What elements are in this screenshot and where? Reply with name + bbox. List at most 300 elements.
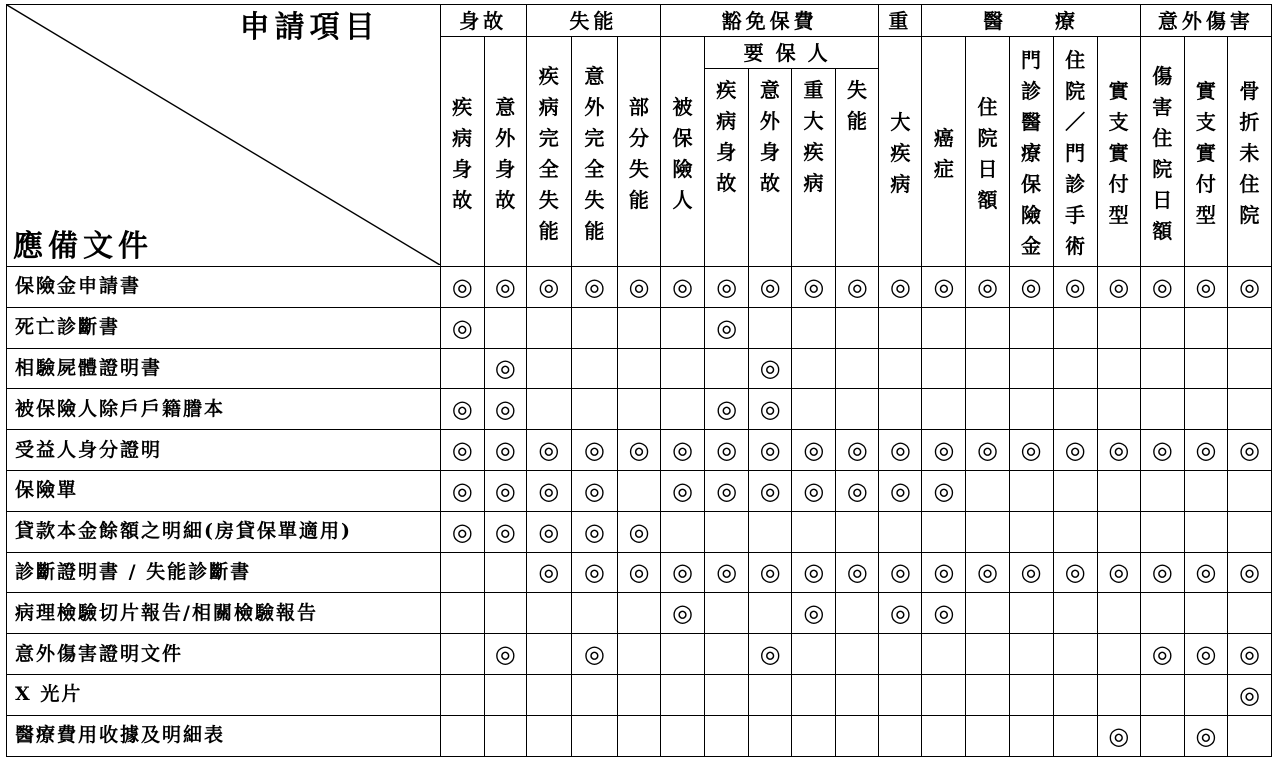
table-row	[7, 348, 1272, 389]
requirement-cell	[1184, 430, 1227, 471]
requirement-cell	[879, 430, 922, 471]
document-name-cell: 醫療費用收據及明細表	[7, 715, 441, 756]
col-header	[1227, 37, 1271, 267]
requirement-cell	[1009, 430, 1053, 471]
requirement-cell	[792, 634, 836, 675]
requirement-cell	[705, 511, 749, 552]
required-mark-icon: ◎	[1108, 436, 1130, 465]
col-header	[484, 37, 526, 267]
requirement-cell	[617, 389, 660, 430]
required-mark-icon: ◎	[494, 476, 516, 505]
group-accident: 意外傷害	[1140, 5, 1271, 37]
required-mark-icon: ◎	[1195, 640, 1217, 669]
required-mark-icon: ◎	[759, 354, 781, 383]
requirement-cell	[966, 634, 1009, 675]
requirement-cell	[617, 552, 660, 593]
requirement-cell	[571, 348, 617, 389]
required-mark-icon: ◎	[538, 436, 560, 465]
requirement-cell	[749, 430, 792, 471]
requirement-cell	[660, 674, 704, 715]
requirement-cell	[571, 634, 617, 675]
requirement-cell	[526, 674, 571, 715]
requirement-cell	[1097, 307, 1140, 348]
requirement-cell	[484, 348, 526, 389]
required-mark-icon: ◎	[451, 272, 473, 301]
requirement-cell	[526, 511, 571, 552]
requirement-cell	[792, 511, 836, 552]
requirement-cell	[1184, 715, 1227, 756]
requirement-cell	[660, 715, 704, 756]
required-mark-icon: ◎	[976, 436, 998, 465]
requirement-cell	[526, 634, 571, 675]
required-mark-icon: ◎	[494, 272, 516, 301]
requirement-cell	[484, 593, 526, 634]
requirement-cell	[660, 430, 704, 471]
requirement-cell	[792, 715, 836, 756]
requirement-cell	[705, 552, 749, 593]
requirement-cell	[484, 267, 526, 308]
requirement-cell	[1053, 634, 1097, 675]
requirement-cell	[617, 674, 660, 715]
requirement-cell	[660, 593, 704, 634]
required-mark-icon: ◎	[1195, 558, 1217, 587]
requirement-cell	[484, 552, 526, 593]
requirement-cell	[1053, 511, 1097, 552]
requirement-cell	[922, 307, 966, 348]
requirement-cell	[749, 715, 792, 756]
requirement-cell	[484, 715, 526, 756]
group-header-row	[7, 5, 1272, 37]
requirement-cell	[526, 470, 571, 511]
required-mark-icon: ◎	[1020, 436, 1042, 465]
requirement-cell	[571, 307, 617, 348]
requirement-cell	[484, 389, 526, 430]
requirement-cell	[440, 715, 484, 756]
requirement-cell	[1053, 389, 1097, 430]
requirement-cell	[749, 470, 792, 511]
required-mark-icon: ◎	[1238, 272, 1260, 301]
requirement-cell	[836, 593, 879, 634]
requirement-cell	[440, 634, 484, 675]
required-mark-icon: ◎	[1108, 558, 1130, 587]
requirement-cell	[1227, 267, 1271, 308]
requirement-cell	[1009, 715, 1053, 756]
requirement-cell	[1140, 511, 1184, 552]
required-documents-table	[6, 4, 1272, 757]
requirement-cell	[1053, 674, 1097, 715]
required-mark-icon: ◎	[1238, 436, 1260, 465]
requirement-cell	[705, 634, 749, 675]
requirement-cell	[836, 552, 879, 593]
required-mark-icon: ◎	[494, 517, 516, 546]
requirement-cell	[1184, 307, 1227, 348]
requirement-cell	[879, 348, 922, 389]
table-row	[7, 552, 1272, 593]
requirement-cell	[705, 470, 749, 511]
requirement-cell	[836, 267, 879, 308]
required-mark-icon: ◎	[1064, 436, 1086, 465]
table-row	[7, 674, 1272, 715]
col-header	[966, 37, 1009, 267]
table-row	[7, 307, 1272, 348]
required-mark-icon: ◎	[538, 476, 560, 505]
requirement-cell	[836, 511, 879, 552]
requirement-cell	[440, 267, 484, 308]
table-row	[7, 430, 1272, 471]
requirement-cell	[1053, 470, 1097, 511]
requirement-cell	[1009, 552, 1053, 593]
required-mark-icon: ◎	[716, 558, 738, 587]
requirement-cell	[440, 674, 484, 715]
required-mark-icon: ◎	[759, 272, 781, 301]
requirement-cell	[1053, 593, 1097, 634]
requirement-cell	[617, 511, 660, 552]
requirement-cell	[571, 511, 617, 552]
required-mark-icon: ◎	[494, 395, 516, 424]
requirement-cell	[526, 715, 571, 756]
requirement-cell	[1184, 348, 1227, 389]
requirement-cell	[705, 674, 749, 715]
col-label: 癌症	[933, 125, 954, 181]
requirement-cell	[1140, 348, 1184, 389]
requirement-cell	[922, 430, 966, 471]
required-mark-icon: ◎	[1151, 272, 1173, 301]
requirement-cell	[571, 715, 617, 756]
requirement-cell	[922, 715, 966, 756]
requirement-cell	[571, 552, 617, 593]
requirement-cell	[1184, 674, 1227, 715]
requirement-cell	[1140, 389, 1184, 430]
requirement-cell	[526, 430, 571, 471]
requirement-cell	[966, 389, 1009, 430]
requirement-cell	[1227, 470, 1271, 511]
col-header	[617, 37, 660, 267]
requirement-cell	[922, 470, 966, 511]
requirement-cell	[617, 634, 660, 675]
required-mark-icon: ◎	[672, 558, 693, 587]
col-label: 實支實付型	[1195, 79, 1216, 227]
requirement-cell	[617, 715, 660, 756]
required-mark-icon: ◎	[759, 640, 781, 669]
requirement-cell	[617, 348, 660, 389]
requirement-cell	[966, 674, 1009, 715]
document-name-cell: 意外傷害證明文件	[7, 634, 441, 675]
requirement-cell	[660, 267, 704, 308]
requirement-cell	[1053, 348, 1097, 389]
requirement-cell	[571, 470, 617, 511]
required-mark-icon: ◎	[1064, 558, 1086, 587]
requirement-cell	[792, 430, 836, 471]
document-name-cell: 相驗屍體證明書	[7, 348, 441, 389]
col-label: 意外完全失能	[584, 63, 605, 243]
requirement-cell	[1140, 593, 1184, 634]
requirement-cell	[792, 552, 836, 593]
table-row	[7, 470, 1272, 511]
requirement-cell	[922, 267, 966, 308]
requirement-cell	[1009, 267, 1053, 308]
required-mark-icon: ◎	[933, 272, 955, 301]
requirement-cell	[571, 674, 617, 715]
required-mark-icon: ◎	[1238, 680, 1260, 709]
requirement-cell	[1227, 593, 1271, 634]
table-row	[7, 389, 1272, 430]
requirement-cell	[1097, 674, 1140, 715]
required-mark-icon: ◎	[803, 476, 825, 505]
requirement-cell	[966, 593, 1009, 634]
requirement-cell	[1140, 267, 1184, 308]
col-label: 住院／門診手術	[1065, 48, 1086, 258]
requirement-cell	[1184, 634, 1227, 675]
requirement-cell	[879, 267, 922, 308]
col-label: 失能	[847, 78, 868, 133]
requirement-cell	[1097, 470, 1140, 511]
requirement-cell	[484, 430, 526, 471]
requirement-cell	[1227, 307, 1271, 348]
group-disability: 失能	[526, 5, 660, 37]
requirement-cell	[484, 674, 526, 715]
table-row	[7, 267, 1272, 308]
col-label: 部分失能	[628, 94, 649, 212]
requirement-cell	[1009, 511, 1053, 552]
required-mark-icon: ◎	[889, 599, 911, 628]
requirement-cell	[1097, 511, 1140, 552]
requirement-cell	[836, 634, 879, 675]
required-mark-icon: ◎	[759, 558, 781, 587]
requirement-cell	[1227, 511, 1271, 552]
required-mark-icon: ◎	[672, 599, 693, 628]
col-label: 門診醫療保險金	[1021, 48, 1042, 258]
col-label: 實支實付型	[1108, 79, 1129, 227]
requirement-cell	[1140, 634, 1184, 675]
required-mark-icon: ◎	[889, 272, 911, 301]
required-mark-icon: ◎	[583, 640, 605, 669]
col-label: 疾病身故	[716, 78, 737, 195]
required-mark-icon: ◎	[846, 558, 868, 587]
requirement-cell	[1227, 552, 1271, 593]
required-mark-icon: ◎	[451, 313, 473, 342]
requirement-cell	[1097, 715, 1140, 756]
requirement-cell	[1009, 674, 1053, 715]
requirement-cell	[1097, 430, 1140, 471]
document-name-cell: 受益人身分證明	[7, 430, 441, 471]
requirement-cell	[1140, 552, 1184, 593]
requirement-cell	[484, 470, 526, 511]
col-header	[879, 37, 922, 267]
col-header	[1184, 37, 1227, 267]
requirement-cell	[705, 389, 749, 430]
required-mark-icon: ◎	[846, 476, 868, 505]
requirement-cell	[1227, 348, 1271, 389]
requirement-cell	[749, 593, 792, 634]
col-label: 傷害住院日額	[1152, 63, 1173, 243]
col-header	[571, 37, 617, 267]
waiver-policyholder-header	[705, 37, 879, 267]
requirement-cell	[1184, 511, 1227, 552]
required-mark-icon: ◎	[716, 272, 738, 301]
requirement-cell	[440, 348, 484, 389]
requirement-cell	[966, 470, 1009, 511]
requirement-cell	[1140, 430, 1184, 471]
requirement-cell	[879, 674, 922, 715]
required-mark-icon: ◎	[628, 517, 650, 546]
requirement-cell	[571, 593, 617, 634]
required-mark-icon: ◎	[451, 395, 473, 424]
requirement-cell	[1184, 389, 1227, 430]
required-mark-icon: ◎	[933, 436, 955, 465]
required-mark-icon: ◎	[933, 476, 955, 505]
requirement-cell	[792, 307, 836, 348]
requirement-cell	[879, 634, 922, 675]
requirement-cell	[1140, 470, 1184, 511]
requirement-cell	[1009, 307, 1053, 348]
requirement-cell	[1097, 389, 1140, 430]
col-header	[922, 37, 966, 267]
requirement-cell	[1184, 267, 1227, 308]
requirement-cell	[922, 593, 966, 634]
requirement-cell	[836, 307, 879, 348]
requirement-cell	[705, 348, 749, 389]
required-mark-icon: ◎	[451, 436, 473, 465]
requirement-cell	[440, 552, 484, 593]
required-mark-icon: ◎	[889, 476, 911, 505]
requirement-cell	[440, 593, 484, 634]
requirement-cell	[1227, 634, 1271, 675]
requirement-cell	[792, 348, 836, 389]
required-mark-icon: ◎	[494, 436, 516, 465]
required-mark-icon: ◎	[672, 436, 693, 465]
required-mark-icon: ◎	[846, 272, 868, 301]
requirement-cell	[705, 593, 749, 634]
requirement-cell	[440, 430, 484, 471]
requirement-cell	[1053, 430, 1097, 471]
requirement-cell	[1227, 674, 1271, 715]
requirement-cell	[879, 389, 922, 430]
requirement-cell	[526, 267, 571, 308]
requirement-cell	[526, 593, 571, 634]
required-mark-icon: ◎	[672, 476, 693, 505]
required-mark-icon: ◎	[933, 599, 955, 628]
requirement-cell	[836, 389, 879, 430]
requirement-cell	[1053, 552, 1097, 593]
requirement-cell	[660, 511, 704, 552]
requirement-cell	[660, 552, 704, 593]
requirement-cell	[922, 634, 966, 675]
requirement-cell	[660, 389, 704, 430]
requirement-cell	[1097, 348, 1140, 389]
table-body	[7, 267, 1272, 757]
requirement-cell	[749, 634, 792, 675]
document-name-cell: 保險金申請書	[7, 267, 441, 308]
group-premium-waiver: 豁免保費	[660, 5, 878, 37]
required-mark-icon: ◎	[846, 436, 868, 465]
corner-title-apply-items: 申請項目	[239, 10, 380, 45]
requirement-cell	[1097, 552, 1140, 593]
waiver-sub-title: 要保人	[705, 37, 878, 69]
requirement-cell	[617, 593, 660, 634]
requirement-cell	[1009, 348, 1053, 389]
required-mark-icon: ◎	[803, 436, 825, 465]
requirement-cell	[749, 552, 792, 593]
requirement-cell	[922, 674, 966, 715]
col-label: 被保險人	[672, 94, 693, 212]
col-label: 意外身故	[495, 94, 516, 212]
requirement-cell	[1009, 593, 1053, 634]
requirement-cell	[1009, 470, 1053, 511]
document-name-cell: X 光片	[7, 674, 441, 715]
required-mark-icon: ◎	[889, 436, 911, 465]
document-name-cell: 死亡診斷書	[7, 307, 441, 348]
required-mark-icon: ◎	[494, 354, 516, 383]
requirement-cell	[526, 552, 571, 593]
requirement-cell	[617, 470, 660, 511]
requirement-cell	[1227, 389, 1271, 430]
required-mark-icon: ◎	[1064, 272, 1086, 301]
requirement-cell	[571, 389, 617, 430]
required-mark-icon: ◎	[759, 395, 781, 424]
requirement-cell	[966, 307, 1009, 348]
requirement-cell	[1227, 430, 1271, 471]
requirement-cell	[617, 267, 660, 308]
required-mark-icon: ◎	[583, 476, 605, 505]
requirement-cell	[792, 389, 836, 430]
required-mark-icon: ◎	[803, 272, 825, 301]
requirement-cell	[1009, 634, 1053, 675]
required-mark-icon: ◎	[889, 558, 911, 587]
required-mark-icon: ◎	[538, 272, 560, 301]
document-name-cell: 被保險人除戶戶籍謄本	[7, 389, 441, 430]
requirement-cell	[922, 552, 966, 593]
requirement-cell	[1184, 470, 1227, 511]
col-label: 住院日額	[977, 94, 998, 212]
requirement-cell	[749, 348, 792, 389]
required-mark-icon: ◎	[976, 558, 998, 587]
col-label: 重大疾病	[803, 78, 824, 195]
required-mark-icon: ◎	[759, 476, 781, 505]
required-mark-icon: ◎	[538, 558, 560, 587]
table-row	[7, 511, 1272, 552]
table-corner-cell	[7, 5, 441, 267]
document-name-cell: 保險單	[7, 470, 441, 511]
required-mark-icon: ◎	[716, 436, 738, 465]
group-death: 身故	[440, 5, 526, 37]
required-mark-icon: ◎	[716, 395, 738, 424]
required-mark-icon: ◎	[1108, 272, 1130, 301]
requirement-cell	[836, 348, 879, 389]
requirement-cell	[1009, 389, 1053, 430]
requirement-cell	[705, 267, 749, 308]
requirement-cell	[879, 511, 922, 552]
requirement-cell	[792, 267, 836, 308]
requirement-cell	[749, 389, 792, 430]
group-medical: 醫 療	[922, 5, 1140, 37]
corner-title-required-docs: 應備文件	[13, 229, 153, 264]
requirement-cell	[749, 511, 792, 552]
required-mark-icon: ◎	[803, 599, 825, 628]
required-mark-icon: ◎	[494, 640, 516, 669]
required-mark-icon: ◎	[1195, 721, 1217, 750]
requirement-cell	[966, 715, 1009, 756]
required-mark-icon: ◎	[1195, 272, 1217, 301]
requirement-cell	[526, 348, 571, 389]
required-mark-icon: ◎	[1151, 640, 1173, 669]
requirement-cell	[836, 470, 879, 511]
requirement-cell	[792, 593, 836, 634]
col-header	[1097, 37, 1140, 267]
requirement-cell	[1184, 552, 1227, 593]
requirement-cell	[922, 389, 966, 430]
document-name-cell: 貸款本金餘額之明細(房貸保單適用)	[7, 511, 441, 552]
requirement-cell	[1097, 634, 1140, 675]
